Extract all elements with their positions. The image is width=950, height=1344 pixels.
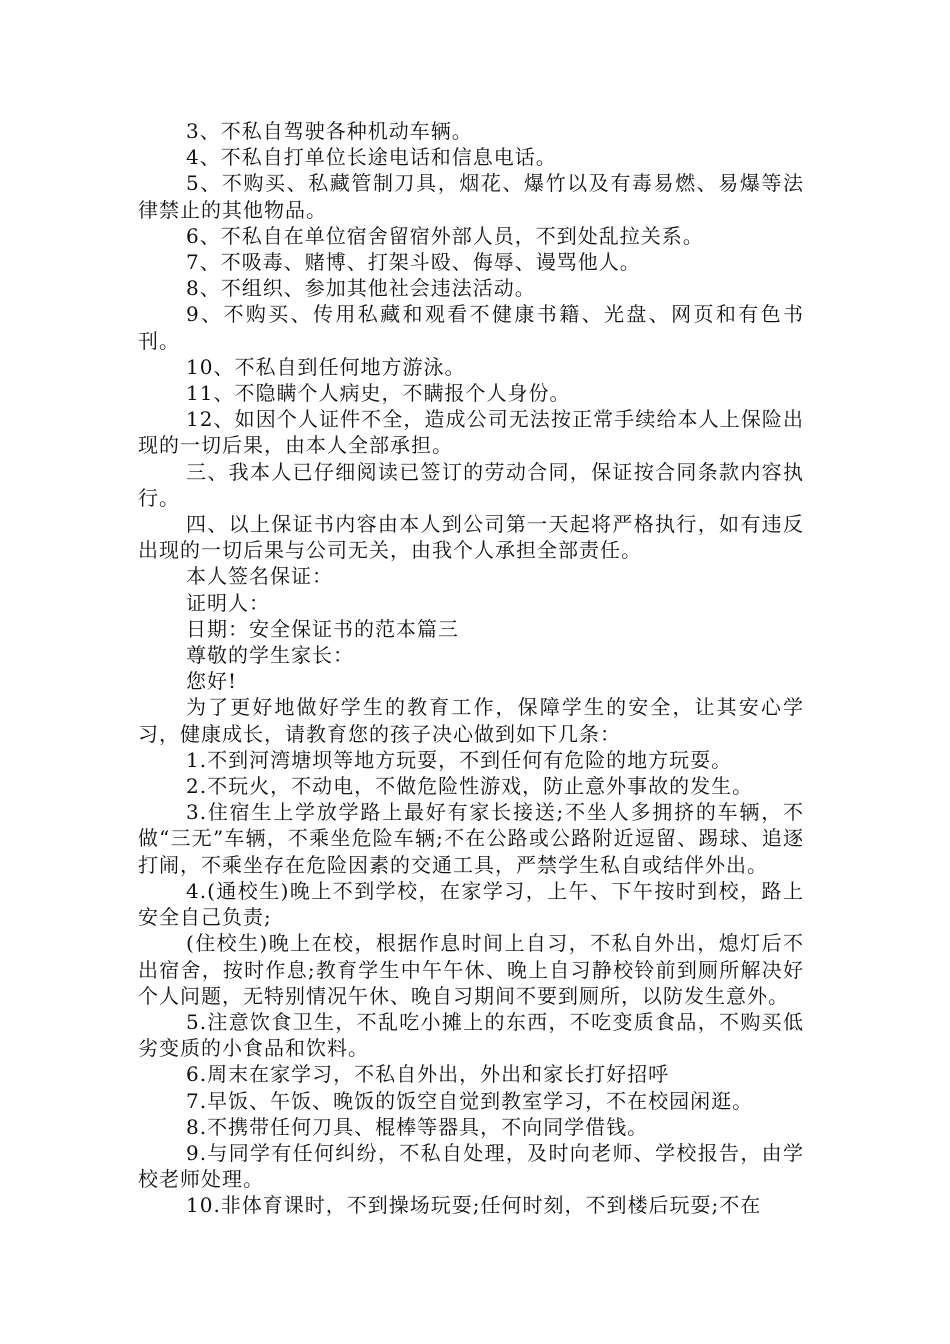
rule-item-5: 5.注意饮食卫生，不乱吃小摊上的东西，不吃变质食品，不购买低劣变质的小食品和饮料。 (138, 1009, 804, 1061)
rule-item-8: 8.不携带任何刀具、棍棒等器具，不向同学借钱。 (186, 1114, 649, 1139)
paragraph-item-8: 8、不组织、参加其他社会违法活动。 (186, 276, 536, 301)
witness-line: 证明人： (186, 590, 270, 615)
paragraph-section-4: 四、以上保证书内容由本人到公司第一天起将严格执行，如有违反出现的一切后果与公司无关，由我个人承担全部责任。 (138, 512, 804, 563)
rule-item-4-boarders: (住校生)晚上在校，根据作息时间上自习，不私自外出，熄灯后不出宿舍，按时作息;教育学生中午午休、晚上自习静校铃前到厕所解决好个人问题，无特别情况午休、晚自习期间不要到厕所，以防发生意外。 (138, 931, 804, 1008)
signature-line: 本人签名保证： (186, 564, 333, 589)
rule-item-10: 10.非体育课时，不到操场玩耍;任何时刻，不到楼后玩耍;不在 (186, 1193, 762, 1218)
paragraph-item-4: 4、不私自打单位长途电话和信息电话。 (186, 145, 557, 170)
paragraph-item-11: 11、不隐瞒个人病史，不瞒报个人身份。 (186, 381, 571, 406)
paragraph-item-12: 12、如因个人证件不全，造成公司无法按正常手续给本人上保险出现的一切后果，由本人全部承担。 (138, 407, 804, 458)
rule-item-1: 1.不到河湾塘坝等地方玩耍，不到任何有危险的地方玩耍。 (186, 747, 733, 772)
rule-item-2: 2.不玩火，不动电，不做危险性游戏，防止意外事故的发生。 (186, 774, 754, 799)
rule-item-4-day-students: 4.(通校生)晚上不到学校，在家学习，上午、下午按时到校，路上安全自己负责; (138, 878, 804, 930)
paragraph-item-6: 6、不私自在单位宿舍留宿外部人员，不到处乱拉关系。 (186, 223, 704, 248)
rule-item-3: 3.住宿生上学放学路上最好有家长接送;不坐人多拥挤的车辆，不做“三无”车辆，不乘坐危险车辆;不在公路或公路附近逗留、踢球、追逐打闹，不乘坐存在危险因素的交通工具，严禁学生私自或结伴外出。 (138, 800, 804, 877)
paragraph-item-7: 7、不吸毒、赌博、打架斗殴、侮辱、谩骂他人。 (186, 250, 641, 275)
date-line: 日期：安全保证书的范本篇三 (186, 616, 459, 641)
paragraph-item-9: 9、不购买、传用私藏和观看不健康书籍、光盘、网页和有色书刊。 (138, 302, 804, 353)
greeting: 您好! (186, 669, 238, 694)
rule-item-9: 9.与同学有任何纠纷，不私自处理，及时向老师、学校报告，由学校老师处理。 (138, 1140, 804, 1192)
intro-paragraph: 为了更好地做好学生的教育工作，保障学生的安全，让其安心学习，健康成长，请教育您的孩子决心做到如下几条： (138, 695, 804, 746)
paragraph-item-5: 5、不购买、私藏管制刀具，烟花、爆竹以及有毒易燃、易爆等法律禁止的其他物品。 (138, 171, 804, 222)
paragraph-item-3: 3、不私自驾驶各种机动车辆。 (186, 119, 473, 143)
salutation: 尊敬的学生家长： (186, 643, 354, 668)
paragraph-item-10: 10、不私自到任何地方游泳。 (186, 354, 466, 379)
document-page (138, 118, 804, 1219)
rule-item-7: 7.早饭、午饭、晚饭的饭空自觉到教室学习，不在校园闲逛。 (186, 1088, 754, 1113)
paragraph-section-3: 三、我本人已仔细阅读已签订的劳动合同，保证按合同条款内容执行。 (138, 459, 804, 510)
rule-item-6: 6.周末在家学习，不私自外出，外出和家长打好招呼 (186, 1062, 670, 1087)
